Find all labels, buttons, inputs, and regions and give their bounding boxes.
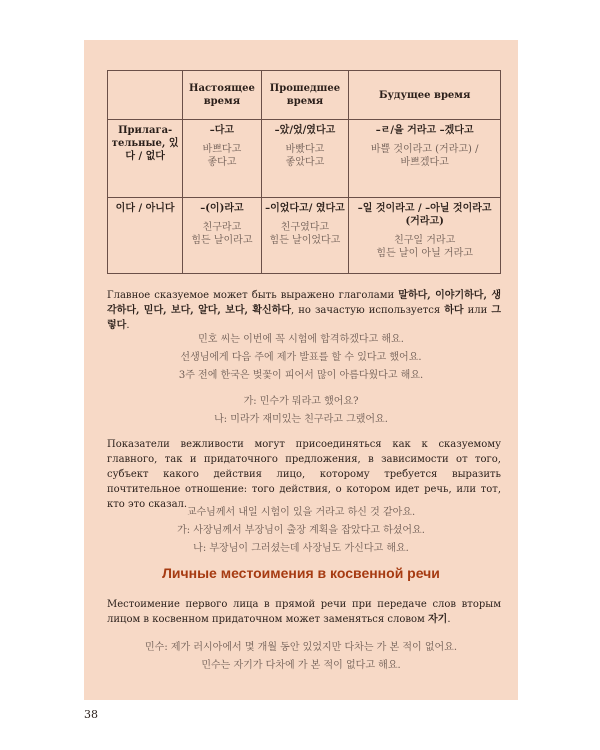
example-sentence: 민호 씨는 이번에 꼭 시험에 합격하겠다고 해요.	[198, 334, 404, 345]
verbs-list: 말하다, 이야기하다, 생각하다, 믿다, 보다, 알다, 보다, 확신하다	[107, 290, 501, 316]
suffix: –이었다고/ 였다고	[265, 203, 345, 214]
example: 친구라고	[202, 222, 242, 233]
tense-table	[107, 70, 501, 274]
table-header-empty	[108, 71, 183, 120]
suffix: –았/었/였다고	[274, 125, 336, 136]
paragraph-main-verbs	[107, 288, 501, 333]
table-header-present: Настоящее время	[183, 71, 261, 120]
page-number: 38	[84, 708, 98, 721]
cell-present	[183, 198, 261, 274]
example: 바빴다고	[285, 144, 325, 155]
example: 힘든 날이었다고	[269, 235, 341, 246]
example: 힘든 날이 아닐 거라고	[376, 248, 473, 259]
example: 좋다고	[207, 157, 237, 168]
paragraph-politeness: Показатели вежливости могут присоединяться как к сказуемому главного, так и придаточного предложения, в зависимости от того, субъект какого действия лицо, которому требуется выразить почтительное отношение: того действия, о котором идет речь, или тот, кто это сказал.	[107, 439, 501, 510]
table-row	[108, 120, 501, 198]
example-sentence: 교수님께서 내일 시험이 있을 거라고 하신 것 같아요.	[186, 507, 416, 518]
cell-future	[349, 120, 501, 198]
example-sentence: 나: 부장님이 그러셨는데 사장님도 가신다고 해요.	[193, 543, 409, 554]
suffix: –ㄹ/을 거라고 –겠다고	[375, 125, 474, 136]
example: 바쁘겠다고	[400, 157, 449, 168]
row-head-adjectives: Прилага-тельные, 있다 / 없다	[108, 120, 183, 198]
table-header-future: Будущее время	[349, 71, 501, 120]
table-header-row	[108, 71, 501, 120]
example: 바쁠 것이라고 (거라고) /	[370, 144, 479, 155]
text: .	[126, 320, 130, 331]
cell-past	[261, 198, 349, 274]
suffix: –(이)라고	[200, 203, 244, 214]
example: 좋았다고	[285, 157, 325, 168]
example: 바쁘다고	[202, 144, 242, 155]
paragraph-pronouns	[107, 597, 501, 627]
text: , но зачастую используется	[291, 305, 445, 316]
table-row	[108, 198, 501, 274]
text: .	[447, 614, 451, 625]
example: 친구일 거라고	[394, 235, 456, 246]
dialog-line: 나: 미라가 재미있는 친구라고 그랬어요.	[214, 414, 388, 425]
example: 힘든 날이라고	[191, 235, 253, 246]
example-sentence: 선생님에게 다음 주에 제가 발표를 할 수 있다고 했어요.	[180, 352, 422, 363]
text: или	[463, 305, 492, 316]
example: 친구였다고	[280, 222, 330, 233]
verb: 하다	[444, 305, 464, 316]
cell-past	[261, 120, 349, 198]
cell-future	[349, 198, 501, 274]
suffix: –일 것이라고 / –아닐 것이라고 (거라고)	[357, 203, 492, 227]
dialog-line: 가: 민수가 뭐라고 했어요?	[243, 396, 359, 407]
example-sentence: 민수: 제가 러시아에서 몇 개월 동안 있었지만 다차는 가 본 적이 없어요.	[145, 642, 457, 653]
content-panel	[84, 40, 518, 700]
example-sentence: 3주 전에 한국은 벚꽃이 피어서 많이 아름다웠다고 해요.	[178, 370, 424, 381]
row-head-ida: 이다 / 아니다	[108, 198, 183, 274]
suffix: –다고	[209, 125, 235, 136]
text: Главное сказуемое может быть выражено глаголами	[107, 290, 399, 301]
word: 자기	[427, 614, 448, 625]
verb: 그렇다	[107, 305, 501, 331]
cell-present	[183, 120, 261, 198]
text: Местоимение первого лица в прямой речи при передаче слов вторым лицом в косвенном придаточном может заменяться словом	[107, 599, 501, 625]
example-sentence: 민수는 자기가 다차에 가 본 적이 없다고 해요.	[201, 660, 401, 671]
table-header-past: Прошедшее время	[261, 71, 349, 120]
example-sentence: 가: 사장님께서 부장님이 출장 계획을 잡았다고 하셨어요.	[177, 525, 425, 536]
section-heading: Личные местоимения в косвенной речи	[162, 565, 440, 581]
